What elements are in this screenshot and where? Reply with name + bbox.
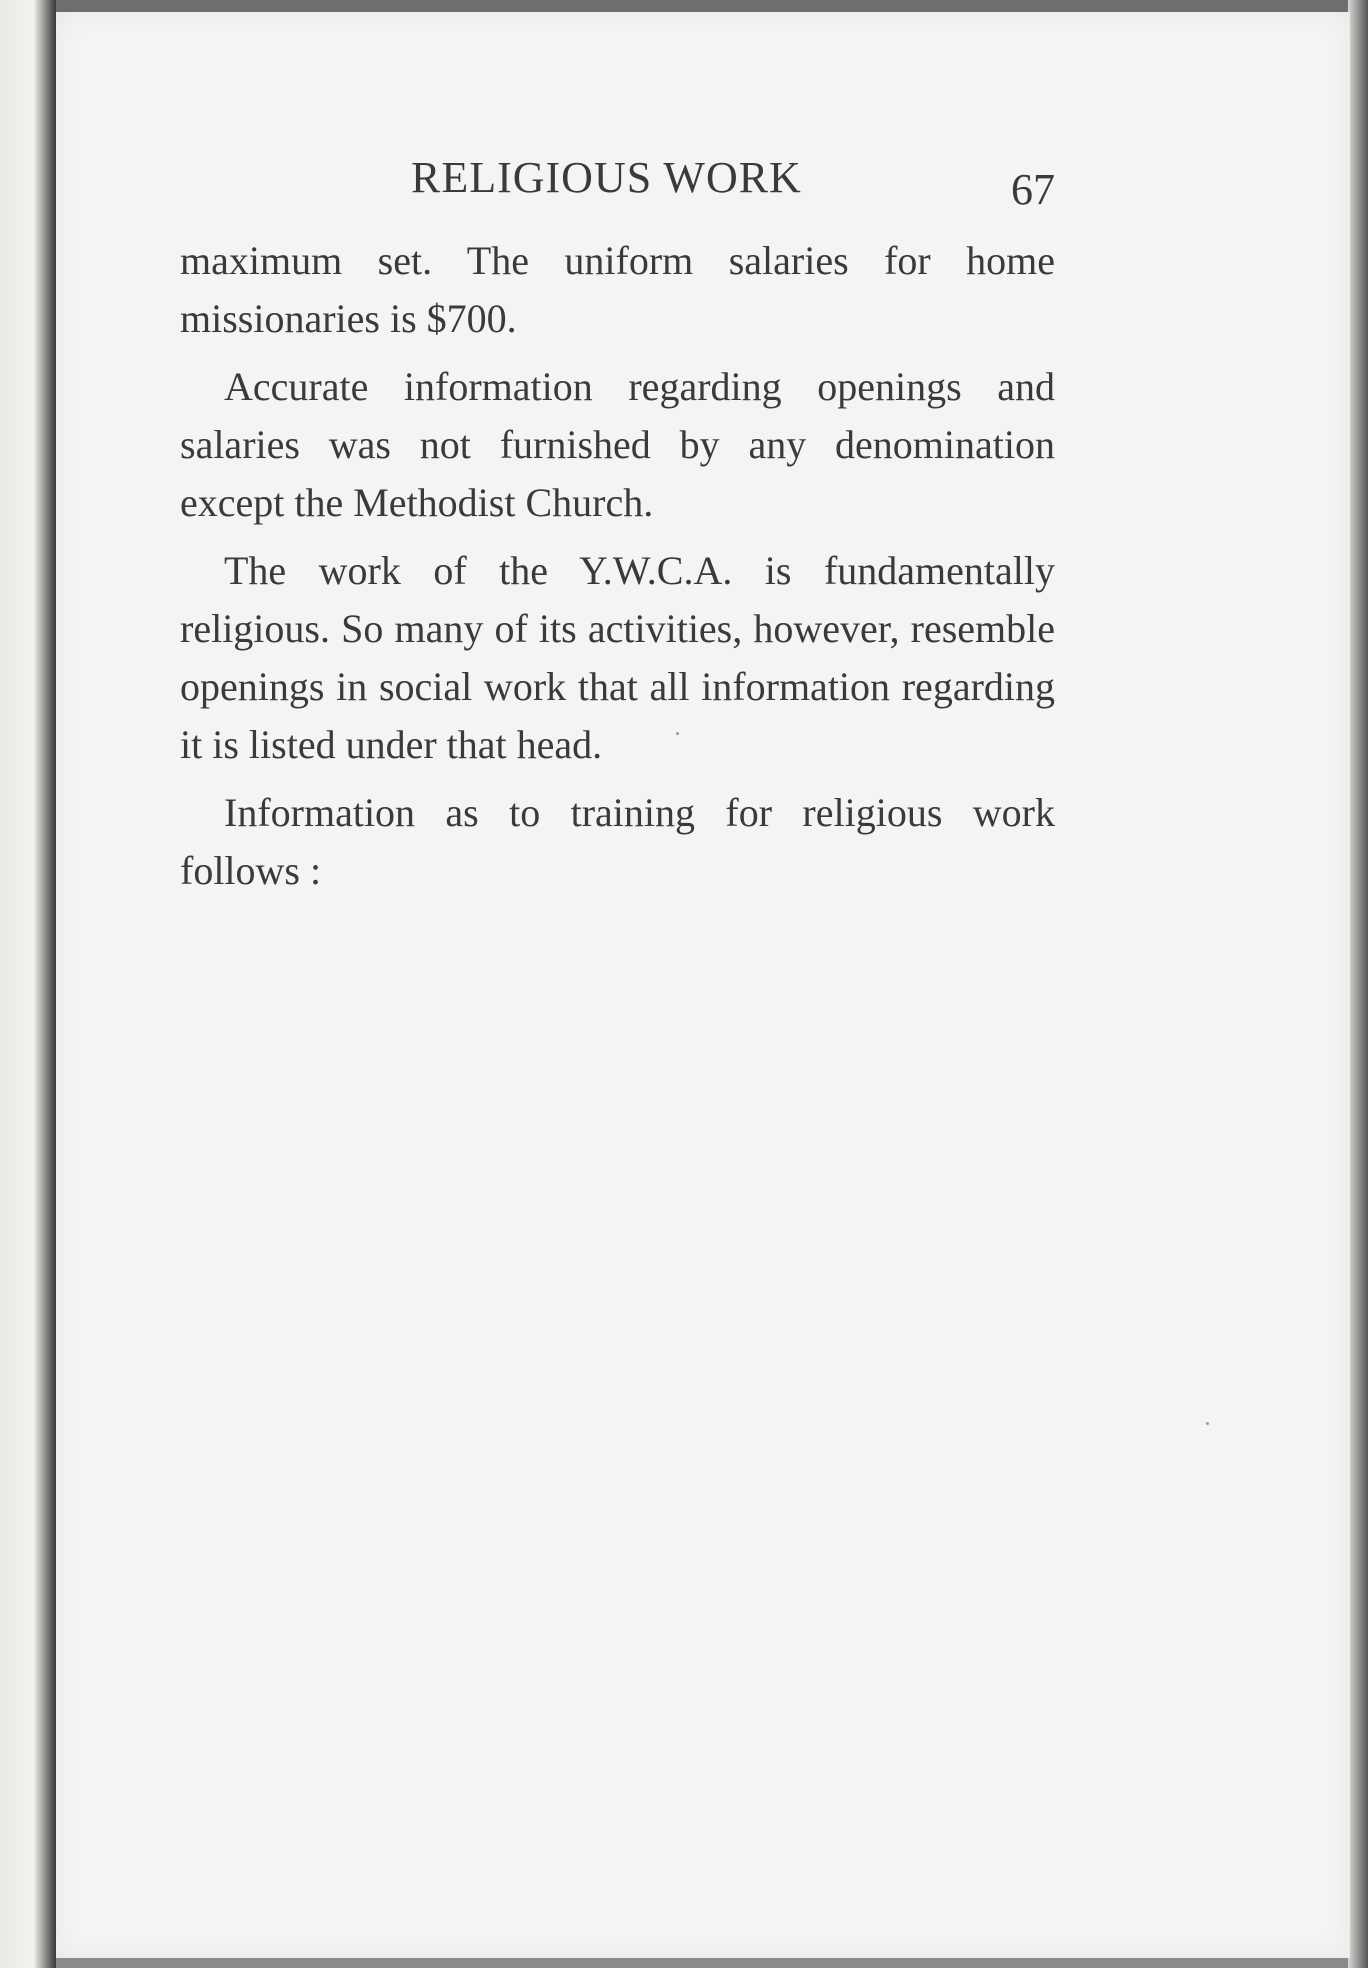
book-binding-edge <box>0 0 56 1968</box>
running-head <box>56 152 1350 212</box>
scan-right-edge <box>1348 0 1368 1968</box>
paragraph: Information as to training for religious work follows : <box>180 790 1055 893</box>
paper-speck <box>1206 1422 1209 1425</box>
paper-speck <box>676 732 679 735</box>
running-head-title: RELIGIOUS WORK <box>411 153 802 202</box>
paragraph: Accurate information regarding openings and salaries was not furnished by any denomination except the Methodist Church. <box>180 364 1055 525</box>
paragraph: maximum set. The uniform salaries for home missionaries is $700. <box>180 238 1055 341</box>
page-number: 67 <box>1011 165 1055 214</box>
page-body <box>180 232 1055 910</box>
book-page <box>56 12 1350 1958</box>
paragraph: The work of the Y.W.C.A. is fundamentally religious. So many of its activities, however, resemble openings in social work that all information regarding it is listed under that head. <box>180 548 1055 767</box>
